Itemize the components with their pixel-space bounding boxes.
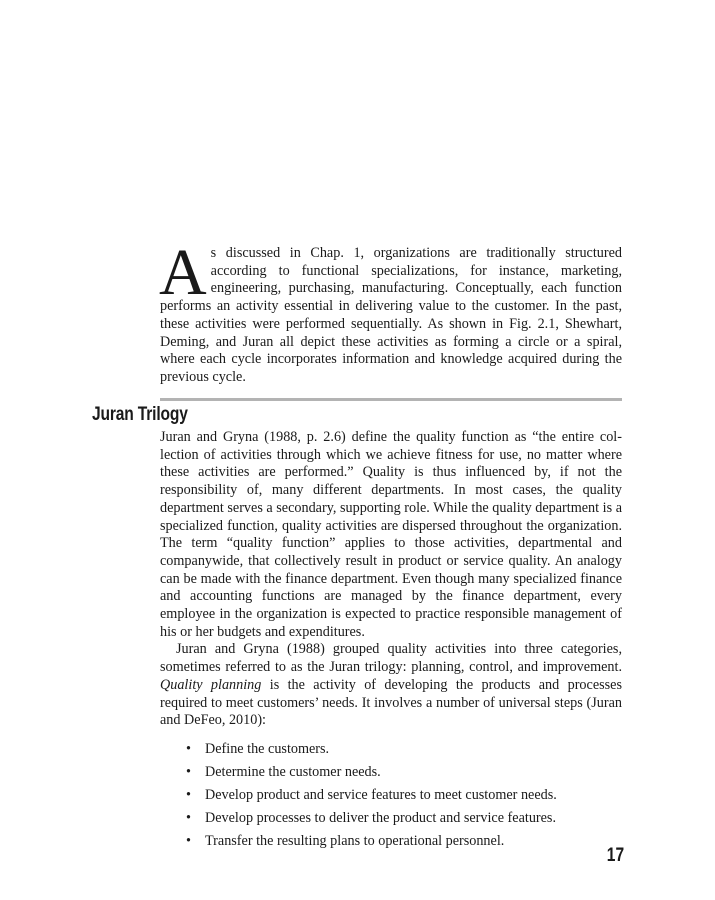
quality-planning-term: Quality planning bbox=[160, 676, 262, 693]
section-heading: Juran Trilogy bbox=[92, 404, 188, 425]
bullet-icon: • bbox=[186, 832, 191, 849]
intro-paragraph bbox=[159, 236, 622, 387]
bullet-icon: • bbox=[186, 786, 191, 803]
paragraph-2-lead: Juran and Gryna (1988) grouped quality activities into three categories, sometimes referred to as the Juran trilogy: planning, control, and improvement. bbox=[160, 641, 622, 676]
bullet-icon: • bbox=[186, 809, 191, 826]
bullet-icon: • bbox=[186, 763, 191, 780]
drop-cap: A bbox=[159, 236, 207, 309]
list-item-text: Determine the customer needs. bbox=[205, 763, 381, 780]
bullet-icon: • bbox=[186, 740, 191, 757]
list-item-text: Develop processes to deliver the product and service features. bbox=[205, 809, 557, 826]
section-divider bbox=[160, 398, 622, 401]
list-item bbox=[186, 741, 622, 759]
steps-list bbox=[160, 741, 622, 851]
list-item bbox=[186, 810, 622, 828]
list-item-text: Transfer the resulting plans to operational personnel. bbox=[205, 832, 505, 849]
section-body bbox=[160, 429, 622, 856]
intro-text: s discussed in Chap. 1, organizations are traditionally structured according to functional specializations, for instance, marketing, engineering, purchasing, manufacturing. Conceptually, each function performs an activity essential in delivering value to the customer. In the past, these activities were performed sequentially. As shown in Fig. 2.1, Shewhart, Deming, and Juran all depict these activities as forming a circle or a spiral, where each cycle incorporates information and knowledge acquired during the previous cycle. bbox=[160, 245, 622, 385]
body-paragraph-2 bbox=[160, 641, 622, 730]
list-item bbox=[186, 787, 622, 805]
body-paragraph-1: Juran and Gryna (1988, p. 2.6) define the quality function as “the entire collection of activities through which we achieve fitness for use, no matter where these activities are performed.” Quality is thus influenced by, if not the responsibility of, many different departments. In most cases, the quality department serves a secondary, supporting role. While the quality department is a specialized function, quality activities are dispersed throughout the organization. The term “quality function” applies to those activities, departmental and companywide, that collectively result in product or service quality. An analogy can be made with the finance department. Even though many specialized finance and accounting functions are managed by the finance department, every employee in the organization is expected to practice responsible management of his or her budgets and expenditures. bbox=[160, 429, 622, 640]
list-item-text: Define the customers. bbox=[205, 740, 330, 757]
paragraph-2-rest: is the activity of developing the products and processes required to meet customers’ needs. It involves a number of universal steps (Juran and DeFeo, 2010): bbox=[160, 676, 622, 729]
list-item bbox=[186, 764, 622, 782]
list-item-text: Develop product and service features to meet customer needs. bbox=[205, 786, 557, 803]
list-item bbox=[186, 833, 622, 851]
page-number: 17 bbox=[606, 845, 624, 866]
